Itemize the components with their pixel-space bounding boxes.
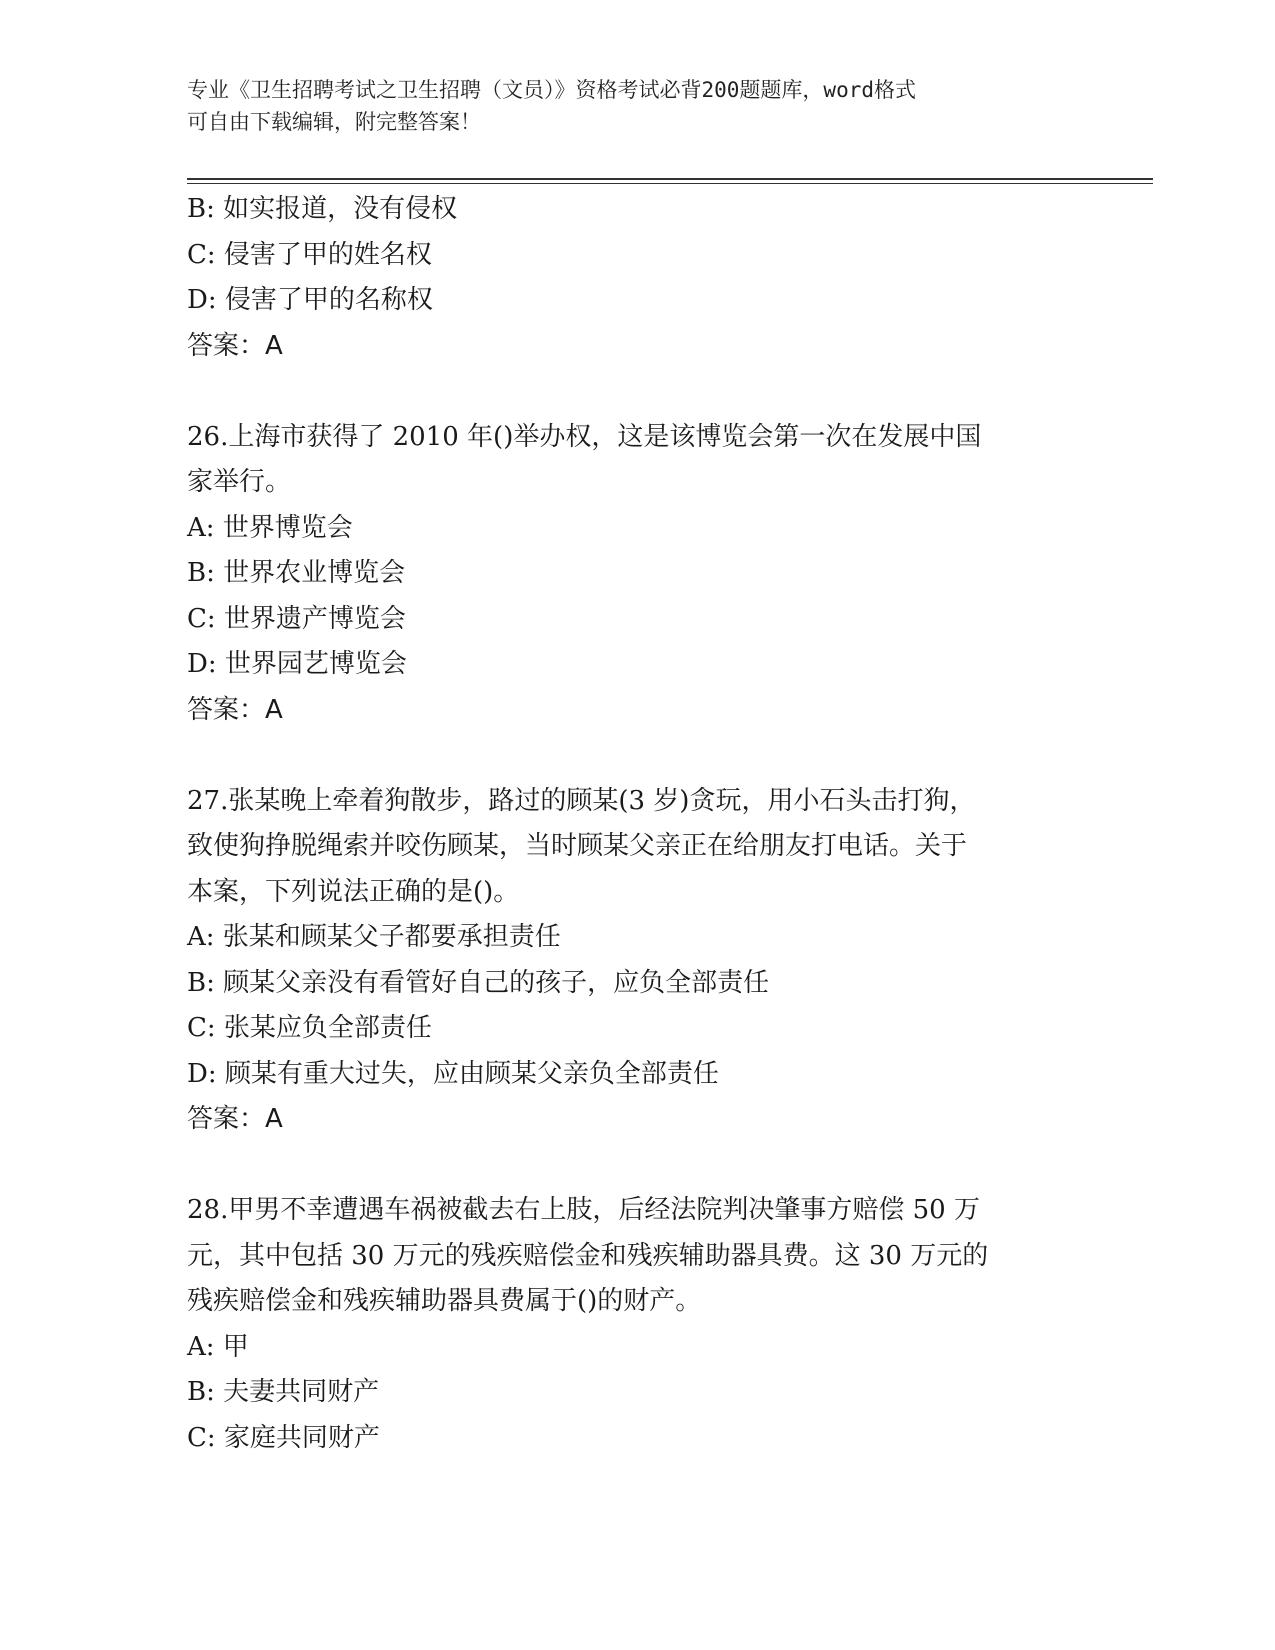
question-text: 27.张某晚上牵着狗散步，路过的顾某(3 岁)贪玩，用小石头击打狗， — [187, 785, 976, 816]
question-text: 本案，下列说法正确的是()。 — [187, 876, 520, 907]
question-text: 残疾赔偿金和残疾辅助器具费属于()的财产。 — [187, 1286, 702, 1316]
question-text: 元，其中包括 30 万元的残疾赔偿金和残疾辅助器具费。这 30 万元的 — [187, 1240, 989, 1271]
option-b: B: 顾某父亲没有看管好自己的孩子，应负全部责任 — [187, 967, 770, 998]
answer-line: 答案：A — [187, 1104, 283, 1134]
question-list — [187, 187, 1067, 1461]
option-b: B: 如实报道，没有侵权 — [187, 194, 458, 224]
option-c: C: 家庭共同财产 — [187, 1422, 380, 1453]
answer-line: 答案：A — [187, 694, 283, 725]
header-divider-thin — [187, 183, 1153, 184]
header-line-2: 可自由下载编辑，附完整答案！ — [187, 110, 481, 134]
header-divider-thick — [187, 178, 1153, 180]
question-text: 26.上海市获得了 2010 年()举办权，这是该博览会第一次在发展中国 — [187, 421, 982, 452]
page-header — [187, 74, 1087, 138]
option-a: A: 世界博览会 — [187, 512, 353, 543]
header-line-1: 专业《卫生招聘考试之卫生招聘（文员）》资格考试必背200题题库，word格式 — [187, 78, 916, 102]
option-d: D: 世界园艺博览会 — [187, 649, 407, 679]
option-a: A: 甲 — [187, 1331, 249, 1362]
option-c: C: 张某应负全部责任 — [187, 1013, 432, 1043]
option-a: A: 张某和顾某父子都要承担责任 — [187, 922, 561, 952]
option-d: D: 侵害了甲的名称权 — [187, 285, 433, 315]
option-b: B: 夫妻共同财产 — [187, 1377, 380, 1407]
option-c: C: 世界遗产博览会 — [187, 603, 406, 634]
question-text: 28.甲男不幸遭遇车祸被截去右上肢，后经法院判决肇事方赔偿 50 万 — [187, 1195, 980, 1225]
option-b: B: 世界农业博览会 — [187, 558, 406, 588]
question-text: 致使狗挣脱绳索并咬伤顾某，当时顾某父亲正在给朋友打电话。关于 — [187, 831, 968, 861]
answer-line: 答案：A — [187, 330, 283, 361]
option-c: C: 侵害了甲的姓名权 — [187, 239, 432, 270]
option-d: D: 顾某有重大过失，应由顾某父亲负全部责任 — [187, 1058, 719, 1089]
question-text: 家举行。 — [187, 467, 292, 497]
